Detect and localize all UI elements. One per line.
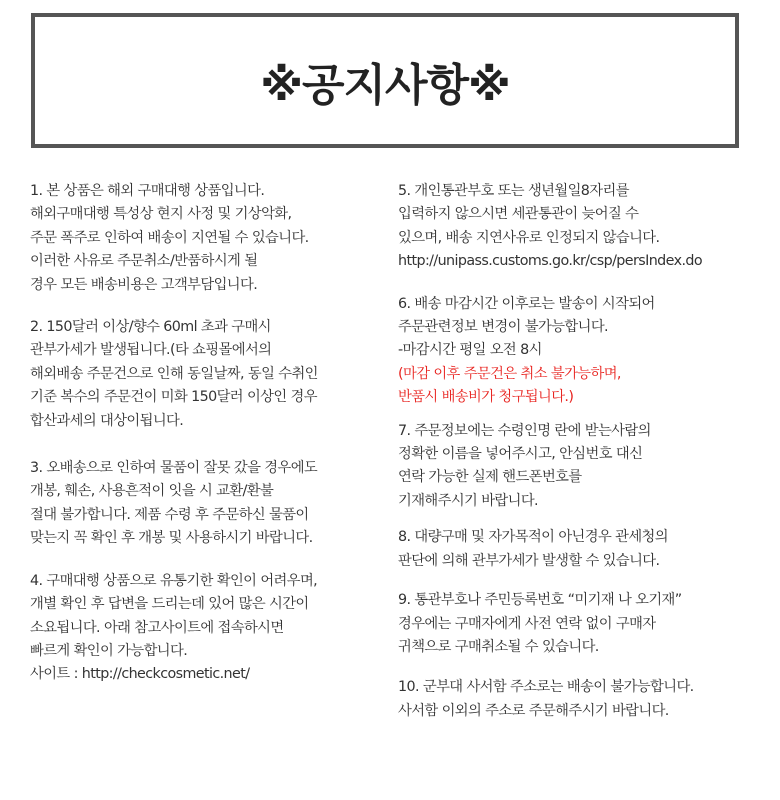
notice-item-1 [30, 180, 395, 297]
notice-item-6 [398, 293, 773, 410]
notice-line: 이러한 사유로 주문취소/반품하시게 될 [30, 253, 258, 270]
notice-line: 입력하지 않으시면 세관통관이 늦어질 수 [398, 206, 639, 223]
notice-column-right [398, 180, 773, 740]
notice-line: 사서함 이외의 주소로 주문해주시기 바랍니다. [398, 702, 669, 719]
notice-line: 개봉, 훼손, 사용흔적이 잇을 시 교환/환불 [30, 483, 274, 500]
notice-item-7 [398, 420, 773, 514]
notice-line: 8. 대량구매 및 자가목적이 아닌경우 관세청의 [398, 529, 668, 546]
notice-line: 해외구매대행 특성상 현지 사정 및 기상악화, [30, 206, 292, 223]
notice-warning-line: 반품시 배송비가 청구됩니다.) [398, 389, 574, 406]
notice-line: 경우에는 구매자에게 사전 연락 없이 구매자 [398, 615, 656, 632]
notice-line: -마감시간 평일 오전 8시 [398, 342, 542, 359]
notice-line: 연락 가능한 실제 핸드폰번호를 [398, 469, 582, 486]
notice-line: 사이트 : http://checkcosmetic.net/ [30, 666, 250, 683]
notice-warning-line: (마감 이후 주문건은 취소 불가능하며, [398, 365, 621, 382]
notice-item-10 [398, 676, 773, 723]
notice-line: 맞는지 꼭 확인 후 개봉 및 사용하시기 바랍니다. [30, 530, 313, 547]
notice-line: 판단에 의해 관부가세가 발생할 수 있습니다. [398, 552, 660, 569]
notice-item-2 [30, 316, 395, 433]
notice-title: ※공지사항※ [260, 59, 510, 111]
notice-item-9 [398, 589, 773, 659]
notice-item-5 [398, 180, 773, 274]
notice-line: 주문관련정보 변경이 불가능합니다. [398, 319, 608, 336]
notice-line: 해외배송 주문건으로 인해 동일날짜, 동일 수취인 [30, 365, 318, 382]
notice-line: 6. 배송 마감시간 이후로는 발송이 시작되어 [398, 295, 655, 312]
notice-line: 경우 모든 배송비용은 고객부담입니다. [30, 276, 258, 293]
notice-line: 관부가세가 발생됩니다.(타 쇼핑몰에서의 [30, 342, 272, 359]
notice-line: 5. 개인통관부호 또는 생년월일8자리를 [398, 183, 629, 199]
notice-line: 4. 구매대행 상품으로 유통기한 확인이 어려우며, [30, 572, 318, 589]
notice-line: 소요됩니다. 아래 참고사이트에 접속하시면 [30, 619, 284, 636]
notice-line: 2. 150달러 이상/향수 60ml 초과 구매시 [30, 319, 271, 336]
notice-line: 9. 통관부호나 주민등록번호 “미기재 나 오기재” [398, 592, 682, 609]
notice-line: 3. 오배송으로 인하여 물품이 잘못 갔을 경우에도 [30, 460, 318, 477]
notice-item-4 [30, 570, 395, 687]
notice-line: 정확한 이름을 넣어주시고, 안심번호 대신 [398, 446, 643, 463]
notice-line: 기준 복수의 주문건이 미화 150달러 이상인 경우 [30, 389, 317, 406]
notice-item-8 [398, 526, 773, 573]
notice-line: 귀책으로 구매취소될 수 있습니다. [398, 638, 599, 655]
notice-line: 주문 폭주로 인하여 배송이 지연될 수 있습니다. [30, 229, 309, 246]
notice-line: 빠르게 확인이 가능합니다. [30, 642, 188, 659]
notice-line: 10. 군부대 사서함 주소로는 배송이 불가능합니다. [398, 679, 694, 696]
notice-line: 개별 확인 후 답변을 드리는데 있어 많은 시간이 [30, 596, 309, 613]
notice-item-3 [30, 457, 395, 551]
notice-line: http://unipass.customs.go.kr/csp/persIndex.do [398, 253, 703, 270]
notice-line: 1. 본 상품은 해외 구매대행 상품입니다. [30, 183, 265, 199]
notice-line: 합산과세의 대상이됩니다. [30, 412, 184, 429]
notice-line: 기재해주시기 바랍니다. [398, 492, 538, 509]
notice-line: 절대 불가합니다. 제품 수령 후 주문하신 물품이 [30, 506, 309, 523]
notice-line: 7. 주문정보에는 수령인명 란에 받는사람의 [398, 422, 651, 439]
notice-line: 있으며, 배송 지연사유로 인정되지 않습니다. [398, 229, 660, 246]
notice-column-left [30, 180, 395, 704]
notice-title-box [31, 13, 739, 148]
